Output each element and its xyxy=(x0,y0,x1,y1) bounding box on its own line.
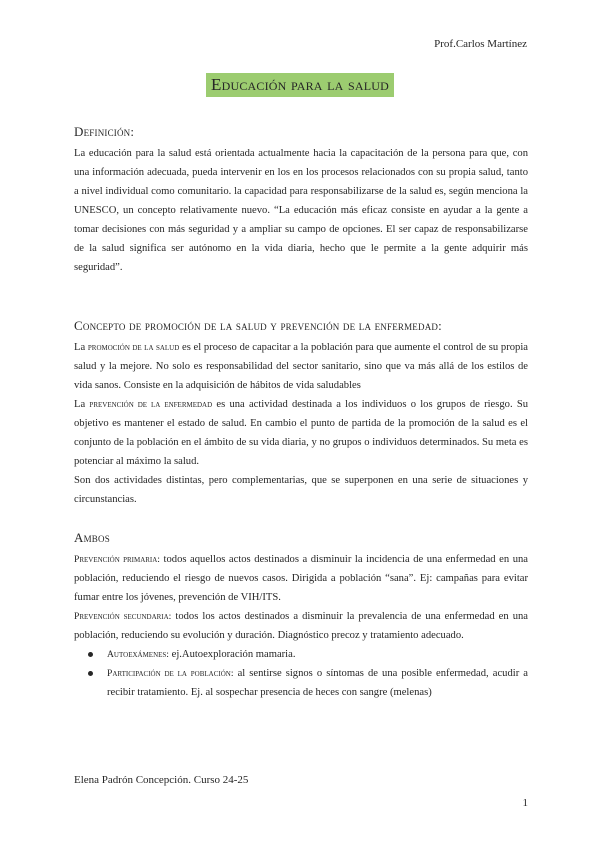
complementarias-paragraph: Son dos actividades distintas, pero complementarias, que se superponen en una serie de situaciones y circunstancias. xyxy=(74,475,528,505)
list-item xyxy=(107,645,528,664)
bullet-text: al sentirse signos o síntomas de una posible enfermedad, acudir a recibir tratamiento. Ej. al sospechar presencia de heces con sangre (melenas) xyxy=(107,668,528,698)
definicion-heading: Definición: xyxy=(74,124,135,139)
list-item xyxy=(107,664,528,702)
promocion-paragraph xyxy=(74,338,528,395)
document-title: Educación para la salud xyxy=(206,73,394,97)
definicion-section xyxy=(74,124,528,277)
title-wrapper xyxy=(0,73,600,97)
bullet-list xyxy=(74,645,528,702)
ambos-heading: Ambos xyxy=(74,530,110,545)
promocion-lead: La xyxy=(74,342,86,353)
promocion-text: es el proceso de capacitar a la población para que aumente el control de su propia salud y la mejore. No solo es responsabilidad del sector sanitario, sino que va más allá de los estilos de vida sanos. Consiste en la adquisición de hábitos de vida saludables xyxy=(74,342,528,391)
page-number: 1 xyxy=(522,797,528,809)
prevencion-primaria-paragraph xyxy=(74,550,528,607)
bullet-term: Autoexámenes: xyxy=(107,649,169,660)
definicion-text: La educación para la salud está orientada actualmente hacia la capacitación de la persona para que, con una información adecuada, pueda intervenir en los en los procesos relacionados con su propia salud, tanto a nivel individual como comunitario. la capacidad para responsabilizarse de la salud es, según menciona la UNESCO, un concepto relativamente nuevo. “La educación más eficaz consiste en ayudar a la gente a tomar decisiones con más seguridad y a ampliar su campo de opciones. El ser capaz de responsabilizarse de la salud significa ser autónomo en la vida diaria, hecho que le permite a la gente adquirir más seguridad”. xyxy=(74,148,528,273)
bullet-text: ej.Autoexploración mamaria. xyxy=(171,649,296,660)
promocion-term: promoción de la salud xyxy=(87,342,180,353)
prevencion-term: prevención de la enfermedad xyxy=(89,399,213,410)
ambos-section xyxy=(74,530,528,702)
prevencion-text: es una actividad destinada a los individuos o los grupos de riesgo. Su objetivo es mantener el estado de salud. En cambio el punto de partida de la promoción de la salud es el conjunto de la población en el ámbito de su vida diaria, y no grupos o individuos determinados. Su meta es potenciar al máximo la salud. xyxy=(74,399,529,467)
prevencion-lead: La xyxy=(74,399,86,410)
prevencion-secundaria-term: Prevención secundaria: xyxy=(74,611,172,622)
author-name: Prof.Carlos Martínez xyxy=(434,38,527,50)
prevencion-primaria-term: Prevención primaria: xyxy=(74,554,160,565)
concepto-heading: Concepto de promoción de la salud y prevención de la enfermedad: xyxy=(74,318,442,333)
concepto-section xyxy=(74,318,528,509)
prevencion-secundaria-text: todos los actos destinados a disminuir la prevalencia de una enfermedad en una población, reduciendo su evolución y duración. Diagnóstico precoz y tratamiento adecuado. xyxy=(74,611,528,641)
footer-text: Elena Padrón Concepción. Curso 24-25 xyxy=(74,774,249,786)
prevencion-secundaria-paragraph xyxy=(74,607,528,645)
prevencion-primaria-text: todos aquellos actos destinados a disminuir la incidencia de una enfermedad en una población, reduciendo el riesgo de nuevos casos. Dirigida a población “sana”. Ej: campañas para evitar fumar entre los jóvenes, prevención de VIH/ITS. xyxy=(74,554,528,603)
prevencion-paragraph xyxy=(74,395,528,471)
bullet-term: Participación de la población: xyxy=(107,668,234,679)
